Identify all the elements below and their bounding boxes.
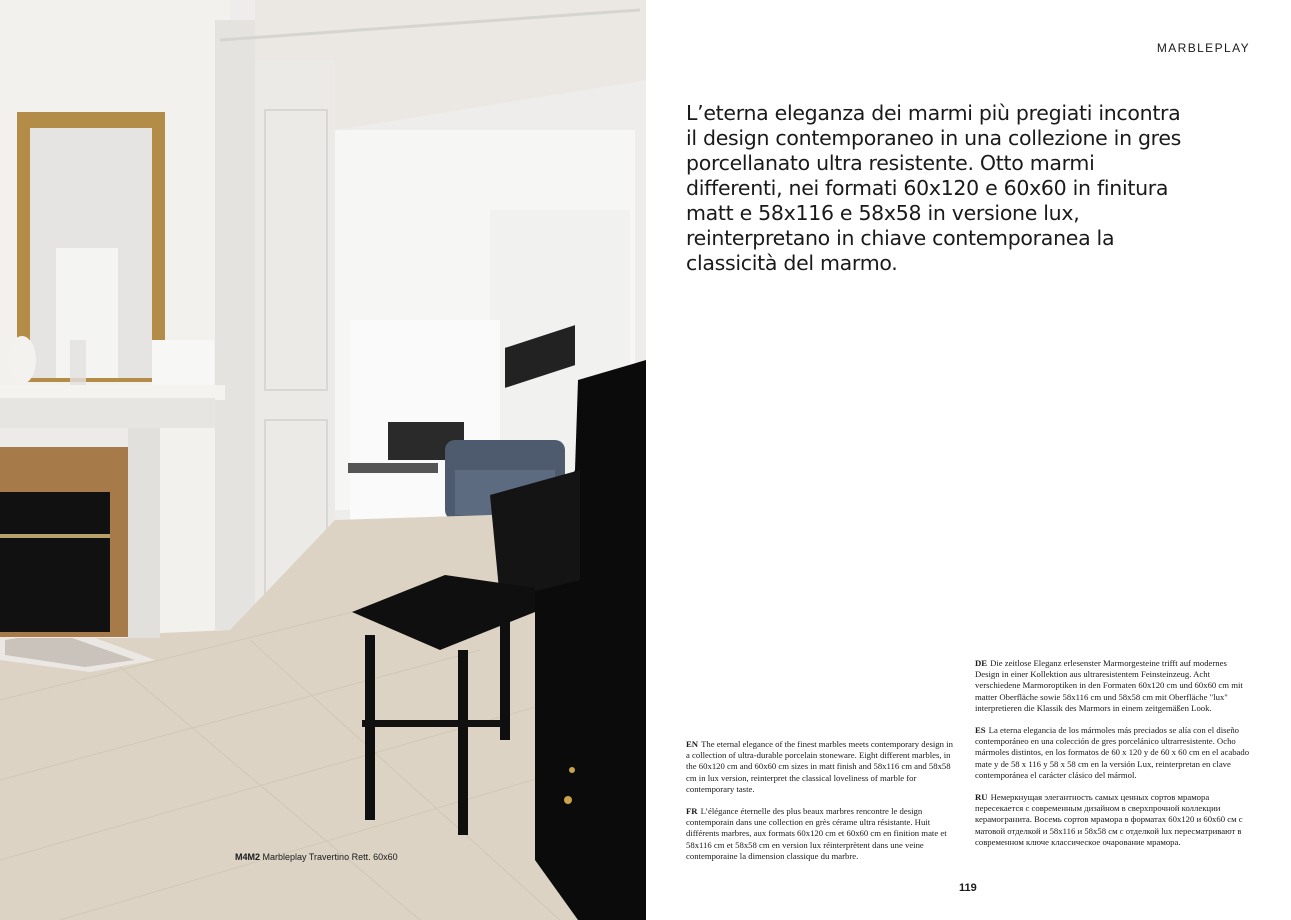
translations-column-right <box>975 658 1253 859</box>
caption-text: Marbleplay Travertino Rett. 60x60 <box>262 852 398 862</box>
translation-de <box>975 658 1253 714</box>
translation-text: The eternal elegance of the finest marbles meets contemporary design in a collection of ultra-durable porcelain stoneware. Eight different marbles, in the 60x120 cm and 60x60 cm sizes in matt finish and 58x116 cm and 58x58 cm in lux version, reinterpret the classical loveliness of marble for contemporary taste. <box>686 739 953 794</box>
page-number: 119 <box>959 882 977 894</box>
translation-text: Немеркнущая элегантность самых ценных сортов мрамора пересекается с современным дизайном в сверхпрочной коллекции керамогранита. Восемь сортов мрамора в форматах 60x120 и 60x60 см с матовой отделкой и 58x116 и 58x58 см с отделкой lux пересматривают в современном ключе классическое очарование мрамора. <box>975 792 1243 847</box>
translation-ru <box>975 792 1253 848</box>
translation-fr <box>686 806 954 862</box>
translation-text: L’élégance éternelle des plus beaux marbres rencontre le design contemporain dans une collection en grès cérame ultra résistante. Huit différents marbres, aux formats 60x120 cm et 60x60 cm en finition mate et 58x116 cm et 58x58 cm en version lux réinterprètent dans une veine contemporaine la dimension classique du marbre. <box>686 806 947 861</box>
translations-column-left <box>686 739 954 873</box>
translation-text: Die zeitlose Eleganz erlesenster Marmorgesteine trifft auf modernes Design in einer Kollektion aus ultraresistentem Feinsteinzeug. Acht verschiedene Marmoroptiken in den Formaten 60x120 cm und 60x60 cm mit matter Oberfläche sowie 58x116 cm und 58x58 cm mit Oberfläche "lux" interpretieren die Klassik des Marmors in einem zeitgemäßen Look. <box>975 658 1243 713</box>
lang-code: DE <box>975 658 988 668</box>
photo-caption <box>235 852 398 862</box>
lang-code: ES <box>975 725 986 736</box>
lang-code: RU <box>975 792 988 803</box>
lang-code: FR <box>686 806 698 817</box>
caption-code: M4M2 <box>235 852 261 862</box>
translation-text: La eterna elegancia de los mármoles más preciados se alía con el diseño contemporáneo en una colección de gres porcelánico ultrarresistente. Ocho mármoles distintos, en los formatos de 60 x 120 y de 60 x 60 cm en el acabado mate y de 58 x 116 y 58 x 58 cm en la versión Lux, reinterpretan en clave contemporánea el carácter clásico del mármol. <box>975 725 1250 780</box>
brand-header: MARBLEPLAY <box>1156 41 1250 55</box>
headline: L’eterna eleganza dei marmi più pregiati incontra il design contemporaneo in una collezione in gres porcellanato ultra resistente. Otto marmi differenti, nei formati 60x120 e 60x60 in finitura matt e 58x116 e 58x58 in versione lux, reinterpretano in chiave contemporanea la classicità del marmo. <box>686 101 1182 275</box>
lang-code: EN <box>686 739 699 749</box>
translation-es <box>975 725 1253 781</box>
translation-en <box>686 739 954 795</box>
